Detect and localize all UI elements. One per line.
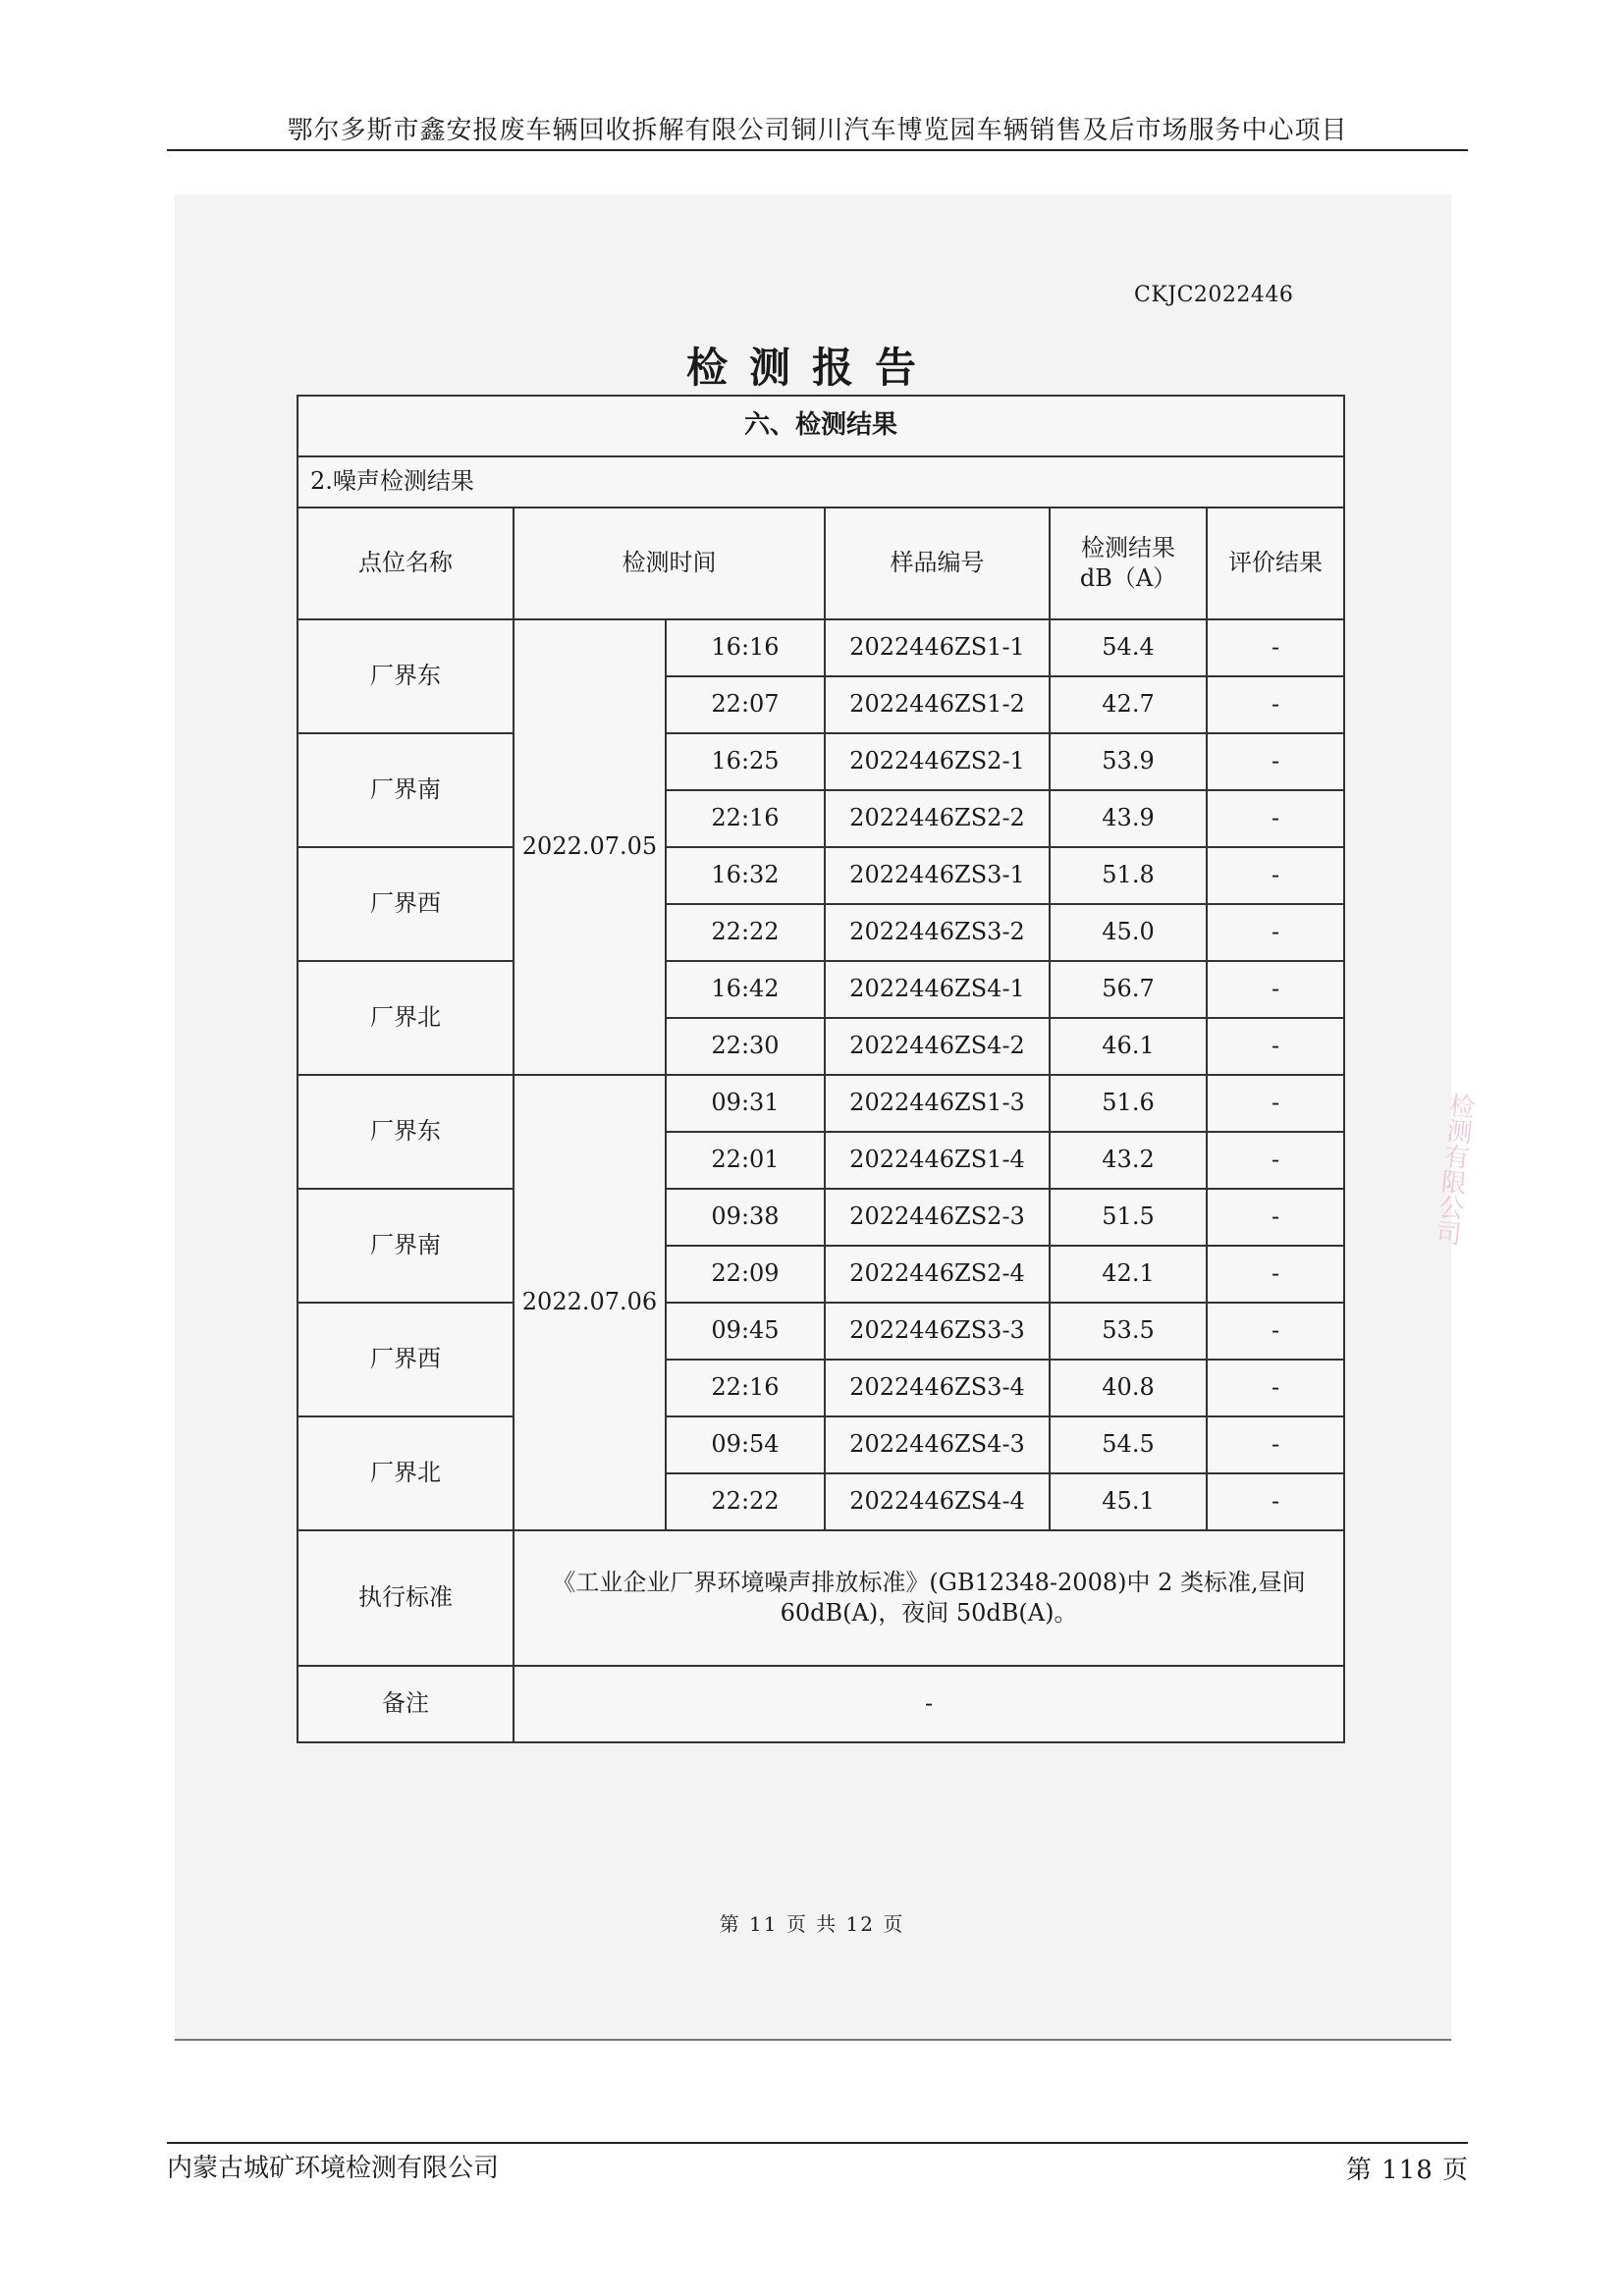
time-cell: 09:45 — [666, 1303, 825, 1360]
result-cell: 53.9 — [1050, 733, 1207, 790]
result-cell: 56.7 — [1050, 961, 1207, 1018]
header-rule — [167, 149, 1468, 151]
date-cell: 2022.07.06 — [514, 1075, 666, 1530]
time-cell: 16:42 — [666, 961, 825, 1018]
table-row — [298, 1416, 1344, 1473]
noise-results-table — [297, 395, 1345, 1743]
time-cell: 09:31 — [666, 1075, 825, 1132]
standard-label: 执行标准 — [298, 1530, 514, 1666]
table-row — [298, 1075, 1344, 1132]
evaluation-cell: - — [1207, 1018, 1344, 1075]
result-cell: 54.5 — [1050, 1416, 1207, 1473]
header-evaluation: 评价结果 — [1207, 507, 1344, 619]
footer-company: 内蒙古城矿环境检测有限公司 — [167, 2154, 500, 2183]
evaluation-cell: - — [1207, 961, 1344, 1018]
point-name-cell: 厂界东 — [298, 619, 514, 733]
sample-id-cell: 2022446ZS4-4 — [825, 1473, 1050, 1530]
sample-id-cell: 2022446ZS4-1 — [825, 961, 1050, 1018]
report-title: 检测报告 — [685, 344, 938, 392]
result-cell: 43.9 — [1050, 790, 1207, 847]
result-cell: 53.5 — [1050, 1303, 1207, 1360]
time-cell: 16:25 — [666, 733, 825, 790]
standard-text — [514, 1530, 1344, 1666]
table-row — [298, 1303, 1344, 1360]
result-cell: 42.1 — [1050, 1246, 1207, 1303]
evaluation-cell: - — [1207, 790, 1344, 847]
time-cell: 22:09 — [666, 1246, 825, 1303]
result-cell: 54.4 — [1050, 619, 1207, 676]
date-cell: 2022.07.05 — [514, 619, 666, 1075]
result-cell: 46.1 — [1050, 1018, 1207, 1075]
results-footer — [298, 1530, 1344, 1742]
point-name-cell: 厂界北 — [298, 961, 514, 1075]
time-cell: 22:01 — [666, 1132, 825, 1189]
time-cell: 22:22 — [666, 904, 825, 961]
evaluation-cell: - — [1207, 1473, 1344, 1530]
evaluation-cell: - — [1207, 1360, 1344, 1416]
remarks-value: - — [514, 1666, 1344, 1742]
result-cell: 51.6 — [1050, 1075, 1207, 1132]
section-title: 六、检测结果 — [298, 396, 1344, 456]
sample-id-cell: 2022446ZS3-2 — [825, 904, 1050, 961]
sample-id-cell: 2022446ZS1-2 — [825, 676, 1050, 733]
time-cell: 16:32 — [666, 847, 825, 904]
sample-id-cell: 2022446ZS3-1 — [825, 847, 1050, 904]
point-name-cell: 厂界北 — [298, 1416, 514, 1530]
time-cell: 22:22 — [666, 1473, 825, 1530]
sample-id-cell: 2022446ZS4-3 — [825, 1416, 1050, 1473]
evaluation-cell: - — [1207, 1075, 1344, 1132]
header-result — [1050, 507, 1207, 619]
table-row — [298, 619, 1344, 676]
subsection-title: 2.噪声检测结果 — [298, 456, 1344, 507]
sample-id-cell: 2022446ZS1-4 — [825, 1132, 1050, 1189]
evaluation-cell: - — [1207, 619, 1344, 676]
results-body — [298, 396, 1344, 1530]
time-cell: 22:30 — [666, 1018, 825, 1075]
result-cell: 45.1 — [1050, 1473, 1207, 1530]
sample-id-cell: 2022446ZS1-1 — [825, 619, 1050, 676]
sample-id-cell: 2022446ZS4-2 — [825, 1018, 1050, 1075]
point-name-cell: 厂界西 — [298, 1303, 514, 1416]
evaluation-cell: - — [1207, 1246, 1344, 1303]
sample-id-cell: 2022446ZS3-3 — [825, 1303, 1050, 1360]
sample-id-cell: 2022446ZS2-3 — [825, 1189, 1050, 1246]
header-result-line1: 检测结果 — [1081, 533, 1175, 561]
evaluation-cell: - — [1207, 1416, 1344, 1473]
evaluation-cell: - — [1207, 676, 1344, 733]
point-name-cell: 厂界东 — [298, 1075, 514, 1189]
time-cell: 22:07 — [666, 676, 825, 733]
result-cell: 51.8 — [1050, 847, 1207, 904]
footer-page-number: 第 118 页 — [1345, 2156, 1469, 2185]
report-code: CKJC2022446 — [1134, 283, 1294, 307]
time-cell: 09:54 — [666, 1416, 825, 1473]
sample-id-cell: 2022446ZS2-1 — [825, 733, 1050, 790]
point-name-cell: 厂界南 — [298, 733, 514, 847]
table-row — [298, 1189, 1344, 1246]
time-cell: 09:38 — [666, 1189, 825, 1246]
evaluation-cell: - — [1207, 904, 1344, 961]
evaluation-cell: - — [1207, 847, 1344, 904]
result-cell: 45.0 — [1050, 904, 1207, 961]
point-name-cell: 厂界南 — [298, 1189, 514, 1303]
evaluation-cell: - — [1207, 1189, 1344, 1246]
point-name-cell: 厂界西 — [298, 847, 514, 961]
footer-rule — [167, 2142, 1468, 2144]
result-cell: 43.2 — [1050, 1132, 1207, 1189]
table-row — [298, 961, 1344, 1018]
time-cell: 16:16 — [666, 619, 825, 676]
sample-id-cell: 2022446ZS3-4 — [825, 1360, 1050, 1416]
standard-text-line1: 《工业企业厂界环境噪声排放标准》(GB12348-2008)中 2 类标准,昼间 — [552, 1568, 1306, 1596]
sample-id-cell: 2022446ZS2-2 — [825, 790, 1050, 847]
result-cell: 51.5 — [1050, 1189, 1207, 1246]
standard-text-line2: 60dB(A)，夜间 50dB(A)。 — [780, 1599, 1078, 1627]
company-seal-stamp: 检测有限公司 — [1430, 1091, 1477, 1247]
evaluation-cell: - — [1207, 1132, 1344, 1189]
header-point: 点位名称 — [298, 507, 514, 619]
report-page-indicator: 第 11 页 共 12 页 — [719, 1912, 905, 1936]
scan-bottom-rule — [175, 2039, 1451, 2041]
running-header: 鄂尔多斯市鑫安报废车辆回收拆解有限公司铜川汽车博览园车辆销售及后市场服务中心项目 — [287, 116, 1348, 145]
evaluation-cell: - — [1207, 733, 1344, 790]
remarks-label: 备注 — [298, 1666, 514, 1742]
table-row — [298, 733, 1344, 790]
header-sample: 样品编号 — [825, 507, 1050, 619]
header-time: 检测时间 — [514, 507, 825, 619]
result-cell: 40.8 — [1050, 1360, 1207, 1416]
header-result-line2: dB（A） — [1079, 564, 1177, 592]
table-row — [298, 847, 1344, 904]
evaluation-cell: - — [1207, 1303, 1344, 1360]
time-cell: 22:16 — [666, 790, 825, 847]
time-cell: 22:16 — [666, 1360, 825, 1416]
result-cell: 42.7 — [1050, 676, 1207, 733]
sample-id-cell: 2022446ZS1-3 — [825, 1075, 1050, 1132]
sample-id-cell: 2022446ZS2-4 — [825, 1246, 1050, 1303]
